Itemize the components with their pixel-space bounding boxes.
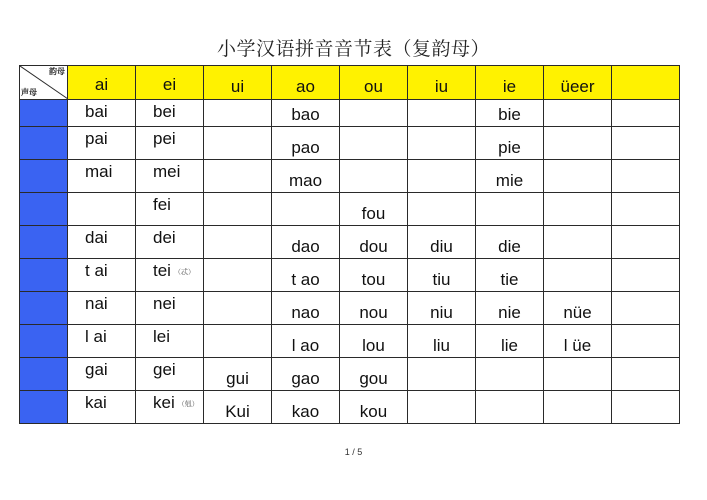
syllable-text (153, 261, 195, 281)
syllable-cell (340, 100, 408, 127)
syllable-cell (612, 358, 680, 391)
header-cell (68, 66, 136, 100)
syllable-label: nei (153, 294, 176, 313)
syllable-label: bei (153, 102, 176, 121)
syllable-text (153, 102, 176, 122)
syllable-label: dao (291, 237, 320, 256)
syllable-cell (272, 226, 340, 259)
syllable-label: kai (85, 393, 107, 412)
syllable-cell (544, 193, 612, 226)
syllable-label: kei (153, 393, 175, 412)
syllable-label: kou (359, 402, 388, 421)
syllable-text (204, 369, 271, 389)
syllable-cell (204, 259, 272, 292)
initial-cell (20, 259, 68, 292)
header-cell (272, 66, 340, 100)
syllable-label: tie (500, 270, 519, 289)
syllable-label: lei (153, 327, 171, 346)
syllable-cell (136, 226, 204, 259)
initial-cell (20, 127, 68, 160)
syllable-text (272, 336, 339, 356)
syllable-label: diu (430, 237, 453, 256)
syllable-text (476, 237, 543, 257)
syllable-cell (204, 391, 272, 424)
syllable-cell (612, 160, 680, 193)
syllable-label: pei (153, 129, 176, 148)
syllable-cell (476, 100, 544, 127)
syllable-label: niu (430, 303, 453, 322)
header-label: ao (296, 76, 315, 96)
syllable-cell (476, 160, 544, 193)
syllable-label: nüe (563, 303, 592, 322)
table-row (20, 292, 680, 325)
syllable-text (476, 303, 543, 323)
syllable-cell (476, 226, 544, 259)
header-label: ie (502, 76, 517, 96)
syllable-cell (272, 358, 340, 391)
syllable-label: l ao (291, 336, 320, 355)
syllable-cell (204, 325, 272, 358)
syllable-cell (612, 325, 680, 358)
syllable-label: l üe (563, 336, 592, 355)
syllable-text (544, 336, 611, 356)
syllable-text (340, 237, 407, 257)
syllable-text (476, 138, 543, 158)
table-row (20, 193, 680, 226)
syllable-text (153, 195, 171, 215)
syllable-label: t ao (291, 270, 320, 289)
initial-cell (20, 325, 68, 358)
syllable-cell (476, 292, 544, 325)
syllable-text (85, 360, 108, 380)
syllable-cell (68, 292, 136, 325)
syllable-cell (68, 100, 136, 127)
syllable-label: tou (361, 270, 386, 289)
syllable-cell (340, 259, 408, 292)
syllable-cell (340, 292, 408, 325)
syllable-label: nou (359, 303, 388, 322)
initial-cell (20, 358, 68, 391)
syllable-text (272, 105, 339, 125)
syllable-cell (544, 325, 612, 358)
syllable-cell (272, 325, 340, 358)
syllable-cell (544, 160, 612, 193)
syllable-text (153, 162, 180, 182)
syllable-cell (204, 160, 272, 193)
syllable-cell (408, 292, 476, 325)
syllable-text (85, 261, 108, 281)
syllable-cell (340, 127, 408, 160)
syllable-cell (544, 259, 612, 292)
syllable-text (476, 105, 543, 125)
syllable-label: dei (153, 228, 176, 247)
syllable-cell (340, 193, 408, 226)
table-row (20, 391, 680, 424)
syllable-cell (408, 226, 476, 259)
syllable-label: Kui (225, 402, 250, 421)
syllable-text (85, 228, 108, 248)
syllable-cell (476, 391, 544, 424)
syllable-text (153, 129, 176, 149)
initial-cell (20, 193, 68, 226)
syllable-text (272, 237, 339, 257)
syllable-text (85, 102, 108, 122)
syllable-text (85, 327, 107, 347)
syllable-cell (272, 193, 340, 226)
corner-cell (20, 66, 68, 100)
syllable-cell (68, 391, 136, 424)
syllable-text (85, 294, 108, 314)
syllable-text (340, 270, 407, 290)
syllable-cell (612, 391, 680, 424)
syllable-text (408, 237, 475, 257)
header-cell (612, 66, 680, 100)
syllable-label: kao (291, 402, 320, 421)
header-row (20, 66, 680, 100)
syllable-cell (476, 127, 544, 160)
syllable-text (340, 402, 407, 422)
syllable-label: bai (85, 102, 108, 121)
syllable-cell (544, 100, 612, 127)
syllable-cell (68, 226, 136, 259)
syllable-cell (136, 292, 204, 325)
page-indicator: 1 / 5 (344, 447, 363, 457)
syllable-label: dou (359, 237, 388, 256)
syllable-text (153, 393, 199, 413)
syllable-cell (340, 358, 408, 391)
header-label: iu (434, 76, 449, 96)
syllable-label: lie (500, 336, 518, 355)
syllable-cell (408, 358, 476, 391)
syllable-text (153, 294, 176, 314)
character-note: （忒） (173, 268, 195, 276)
finals-label: 韵母 (49, 67, 65, 76)
page-title (0, 34, 707, 61)
syllable-label: nie (498, 303, 521, 322)
table-row (20, 226, 680, 259)
syllable-text (476, 336, 543, 356)
header-label: ai (94, 74, 109, 94)
header-cell (476, 66, 544, 100)
syllable-text (153, 327, 170, 347)
syllable-label: t ai (85, 261, 108, 280)
syllable-label: gei (153, 360, 176, 379)
syllable-cell (612, 259, 680, 292)
syllable-cell (204, 292, 272, 325)
syllable-label: pie (498, 138, 521, 157)
syllable-text (85, 393, 107, 413)
syllable-cell (204, 226, 272, 259)
header-cell (340, 66, 408, 100)
initial-cell (20, 391, 68, 424)
header-label: ei (162, 74, 177, 94)
syllable-table (19, 65, 680, 424)
header-label: üeer (560, 76, 595, 96)
syllable-cell (68, 193, 136, 226)
syllable-label: dai (85, 228, 108, 247)
syllable-text (408, 303, 475, 323)
syllable-label: tei (153, 261, 171, 280)
syllable-label: gui (226, 369, 249, 388)
syllable-label: die (498, 237, 521, 256)
syllable-cell (612, 226, 680, 259)
syllable-cell (204, 193, 272, 226)
syllable-label: nai (85, 294, 108, 313)
syllable-cell (544, 358, 612, 391)
syllable-label: fei (153, 195, 171, 214)
syllable-text (340, 303, 407, 323)
syllable-text (272, 402, 339, 422)
syllable-text (272, 369, 339, 389)
header-label: ou (364, 76, 383, 96)
header-cell (136, 66, 204, 100)
syllable-text (340, 336, 407, 356)
syllable-cell (136, 127, 204, 160)
syllable-cell (68, 160, 136, 193)
syllable-text (340, 204, 407, 224)
syllable-cell (340, 391, 408, 424)
syllable-label: mai (85, 162, 113, 181)
syllable-cell (408, 127, 476, 160)
syllable-cell (204, 358, 272, 391)
syllable-label: bao (291, 105, 320, 124)
syllable-text (408, 336, 475, 356)
syllable-text (544, 303, 611, 323)
syllable-cell (68, 127, 136, 160)
syllable-label: gou (359, 369, 388, 388)
syllable-cell (136, 193, 204, 226)
syllable-label: pao (291, 138, 320, 157)
syllable-cell (340, 160, 408, 193)
syllable-cell (476, 259, 544, 292)
syllable-label: pai (85, 129, 108, 148)
syllable-label: nao (291, 303, 320, 322)
syllable-cell (204, 100, 272, 127)
table-row (20, 100, 680, 127)
syllable-label: mei (153, 162, 181, 181)
syllable-label: gai (85, 360, 108, 379)
syllable-cell (272, 391, 340, 424)
syllable-cell (408, 259, 476, 292)
syllable-cell (544, 292, 612, 325)
initial-cell (20, 292, 68, 325)
syllable-cell (544, 226, 612, 259)
syllable-label: bie (498, 105, 521, 124)
syllable-cell (136, 100, 204, 127)
syllable-cell (408, 160, 476, 193)
syllable-cell (68, 259, 136, 292)
syllable-label: liu (432, 336, 450, 355)
header-label: ui (230, 76, 245, 96)
header-cell (204, 66, 272, 100)
syllable-text (153, 360, 176, 380)
table-row (20, 259, 680, 292)
syllable-cell (68, 325, 136, 358)
syllable-cell (272, 160, 340, 193)
syllable-cell (136, 391, 204, 424)
syllable-text (408, 270, 475, 290)
syllable-cell (612, 100, 680, 127)
syllable-text (272, 303, 339, 323)
table-row (20, 127, 680, 160)
initial-cell (20, 160, 68, 193)
page-title-text: 小学汉语拼音音节表（复韵母） (216, 38, 490, 60)
syllable-cell (136, 160, 204, 193)
syllable-label: mao (288, 171, 323, 190)
syllable-text (204, 402, 271, 422)
syllable-label: mie (495, 171, 524, 190)
syllable-cell (544, 127, 612, 160)
syllable-cell (340, 325, 408, 358)
character-note: （剋） (177, 400, 199, 408)
syllable-cell (544, 391, 612, 424)
syllable-text (153, 228, 176, 248)
syllable-text (85, 162, 112, 182)
syllable-text (85, 129, 108, 149)
syllable-cell (272, 259, 340, 292)
syllable-label: gao (291, 369, 320, 388)
syllable-cell (408, 193, 476, 226)
table-row (20, 325, 680, 358)
syllable-cell (136, 325, 204, 358)
syllable-cell (408, 100, 476, 127)
initial-cell (20, 100, 68, 127)
syllable-cell (408, 391, 476, 424)
syllable-text (340, 369, 407, 389)
syllable-text (272, 270, 339, 290)
syllable-label: tiu (432, 270, 451, 289)
syllable-text (476, 171, 543, 191)
initials-label: 声母 (21, 88, 37, 97)
syllable-cell (136, 358, 204, 391)
syllable-cell (340, 226, 408, 259)
syllable-cell (476, 193, 544, 226)
syllable-cell (476, 358, 544, 391)
syllable-text (476, 270, 543, 290)
header-cell (408, 66, 476, 100)
syllable-cell (272, 127, 340, 160)
syllable-cell (68, 358, 136, 391)
syllable-text (272, 171, 339, 191)
header-cell (544, 66, 612, 100)
syllable-cell (272, 292, 340, 325)
syllable-text (272, 138, 339, 158)
syllable-label: l ai (85, 327, 107, 346)
syllable-cell (204, 127, 272, 160)
syllable-cell (136, 259, 204, 292)
table-row (20, 160, 680, 193)
syllable-cell (272, 100, 340, 127)
syllable-cell (612, 127, 680, 160)
syllable-cell (612, 193, 680, 226)
initial-cell (20, 226, 68, 259)
syllable-cell (408, 325, 476, 358)
syllable-label: fou (361, 204, 386, 223)
syllable-cell (612, 292, 680, 325)
syllable-label: lou (362, 336, 385, 355)
table-row (20, 358, 680, 391)
syllable-cell (476, 325, 544, 358)
